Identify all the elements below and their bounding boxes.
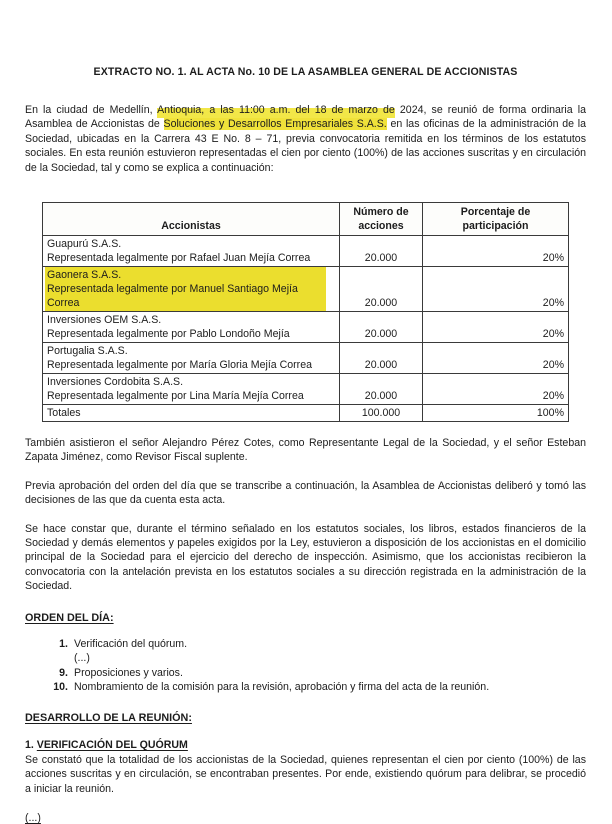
shares-value: 20.000	[340, 343, 423, 374]
intro-text-3: en las oficinas de la administración de la Sociedad, ubicadas en la Carrera 43 E No. 8 – 71, previa convocatoria remitida en los términos de los estatutos sociales. En esta reunión estuvieron representadas el cien por ciento (100%) de las acciones suscritas y en circulación de la Sociedad, tal y como se explica a continuación:	[25, 118, 586, 174]
shareholder-name: Portugalia S.A.S.	[47, 345, 128, 358]
quorum-section-title: VERIFICACIÓN DEL QUÓRUM	[36, 739, 188, 752]
shareholder-representative: Representada legalmente por María Gloria Mejía Correa	[47, 359, 312, 372]
header-shares: Número de acciones	[340, 203, 423, 236]
shares-value: 20.000	[340, 312, 423, 343]
agenda-item	[25, 680, 586, 694]
agenda-item-text: Proposiciones y varios.	[74, 666, 183, 679]
intro-text-1: En la ciudad de Medellín,	[25, 104, 158, 116]
table-row-highlighted	[43, 267, 569, 312]
highlighted-company-name: Soluciones y Desarrollos Empresariales S.A.S.	[163, 118, 387, 131]
agenda-item	[25, 637, 586, 651]
shares-value: 20.000	[340, 267, 423, 312]
table-header-row	[43, 203, 569, 236]
percentage-value: 20%	[423, 312, 569, 343]
table-row	[43, 236, 569, 267]
totals-percentage: 100%	[423, 405, 569, 422]
intro-text-2: 2024, se reunió de forma ordinaria la Asamblea de Accionistas de	[25, 104, 586, 131]
agenda-item-number: 9.	[59, 666, 68, 679]
totals-shares: 100.000	[340, 405, 423, 422]
quorum-paragraph: Se constató que la totalidad de los accionistas de la Sociedad, quienes representan el cien por ciento (100%) de las acciones suscritas y en circulación, se encontraban presentes. Por ende, existiendo quórum para delibrar, se procedió a iniciar la reunión.	[25, 753, 586, 795]
table-row	[43, 343, 569, 374]
shares-value: 20.000	[340, 236, 423, 267]
percentage-value: 20%	[423, 374, 569, 405]
header-percentage: Porcentaje de participación	[423, 203, 569, 236]
agenda-item-text: (...)	[74, 652, 90, 665]
attendees-paragraph: También asistieron el señor Alejandro Pérez Cotes, como Representante Legal de la Sociedad, y el señor Esteban Zapata Jiménez, como Revisor Fiscal suplente.	[25, 437, 586, 464]
agenda-item-number	[25, 651, 74, 665]
page-title: EXTRACTO NO. 1. AL ACTA No. 10 DE LA ASAMBLEA GENERAL DE ACCIONISTAS	[93, 66, 518, 78]
agenda-item-number: 1.	[59, 637, 68, 650]
shareholders-table	[42, 202, 569, 422]
quorum-section-heading	[25, 738, 586, 752]
agenda-item	[25, 666, 586, 680]
agenda-list	[25, 637, 586, 695]
agenda-item-number: 10.	[53, 680, 68, 693]
shareholder-name: Inversiones Cordobita S.A.S.	[47, 376, 184, 389]
shareholder-name: Inversiones OEM S.A.S.	[47, 314, 162, 327]
table-totals-row	[43, 405, 569, 422]
shareholder-name: Gaonera S.A.S.	[47, 269, 122, 282]
agenda-item-text: Verificación del quórum.	[74, 637, 188, 650]
header-shareholders: Accionistas	[43, 203, 340, 236]
quorum-section-number: 1.	[25, 739, 34, 752]
intro-paragraph	[25, 103, 586, 175]
shareholder-representative: Representada legalmente por Manuel Santiago Mejía Correa	[47, 283, 298, 310]
development-heading: DESARROLLO DE LA REUNIÓN:	[25, 712, 192, 725]
shareholder-representative: Representada legalmente por Pablo Londoño Mejía	[47, 328, 290, 341]
table-row	[43, 374, 569, 405]
shareholder-representative: Representada legalmente por Rafael Juan Mejía Correa	[47, 252, 311, 265]
agenda-item-text: Nombramiento de la comisión para la revisión, aprobación y firma del acta de la reunión.	[74, 680, 490, 693]
highlighted-date-text: Antioquia, a las 11:00 a.m. del 18 de marzo de	[157, 104, 395, 116]
inspection-paragraph: Se hace constar que, durante el término señalado en los estatutos sociales, los libros, estados financieros de la Sociedad y demás elementos y papeles exigidos por la Ley, estuvieron a disposición de los accionistas en el domicilio principal de la Sociedad para el ejercicio del derecho de inspección. Asimismo, que los accionistas recibieron la convocatoria con la antelación prevista en los estatutos sociales a su dirección registrada en la administración de la Sociedad.	[25, 522, 586, 593]
table-row	[43, 312, 569, 343]
totals-label: Totales	[43, 405, 340, 422]
shareholder-representative: Representada legalmente por Lina María Mejía Correa	[47, 390, 304, 403]
approval-paragraph: Previa aprobación del orden del día que se transcribe a continuación, la Asamblea de Accionistas deliberó y tomó las decisiones de las que da cuenta esta acta.	[25, 479, 586, 507]
highlighted-cell	[45, 267, 326, 311]
percentage-value: 20%	[423, 236, 569, 267]
agenda-item	[25, 651, 586, 665]
ellipsis-marker: (...)	[25, 811, 41, 824]
percentage-value: 20%	[423, 343, 569, 374]
shareholder-name: Guapurú S.A.S.	[47, 238, 122, 251]
agenda-heading: ORDEN DEL DÍA:	[25, 611, 114, 624]
shares-value: 20.000	[340, 374, 423, 405]
percentage-value: 20%	[423, 267, 569, 312]
